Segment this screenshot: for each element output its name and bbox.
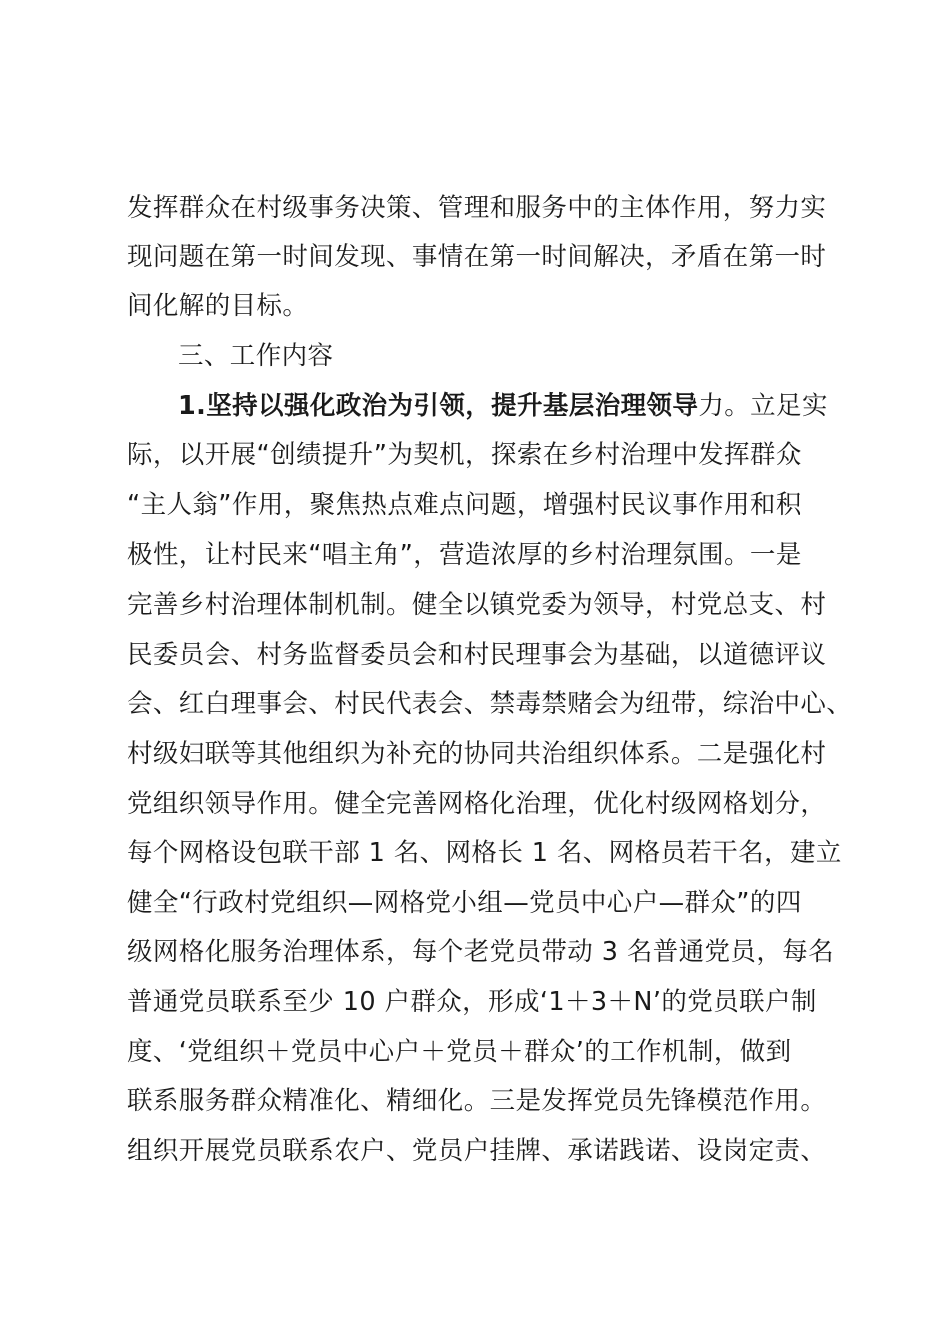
paragraph-line: 每个网格设包联干部 1 名、网格长 1 名、网格员若干名，建立	[127, 838, 842, 868]
paragraph-line: 联系服务群众精准化、精细化。三是发挥党员先锋模范作用。	[127, 1086, 827, 1116]
paragraph-line: “主人翁”作用，聚焦热点难点问题，增强村民议事作用和积	[127, 490, 802, 520]
paragraph-line: 党组织领导作用。健全完善网格化治理，优化村级网格划分，	[127, 789, 827, 819]
paragraph-line: 现问题在第一时间发现、事情在第一时间解决，矛盾在第一时	[127, 242, 827, 272]
paragraph-line: 健全“行政村党组织—网格党小组—党员中心户—群众”的四	[127, 888, 802, 918]
paragraph-line: 间化解的目标。	[127, 291, 309, 321]
paragraph-line: 组织开展党员联系农户、党员户挂牌、承诺践诺、设岗定责、	[127, 1136, 827, 1166]
paragraph-line: 完善乡村治理体制机制。健全以镇党委为领导，村党总支、村	[127, 590, 827, 620]
paragraph-line: 会、红白理事会、村民代表会、禁毒禁赌会为纽带，综治中心、	[127, 689, 853, 719]
section-heading: 三、工作内容	[178, 341, 334, 371]
paragraph-line: 村级妇联等其他组织为补充的协同共治组织体系。二是强化村	[127, 739, 827, 769]
paragraph-line: 民委员会、村务监督委员会和村民理事会为基础，以道德评议	[127, 640, 827, 670]
paragraph-line: 发挥群众在村级事务决策、管理和服务中的主体作用，努力实	[127, 193, 827, 223]
subheading-line	[178, 389, 888, 423]
paragraph-line: 际，以开展“创绩提升”为契机，探索在乡村治理中发挥群众	[127, 440, 802, 470]
paragraph-line: 级网格化服务治理体系，每个老党员带动 3 名普通党员，每名	[127, 937, 835, 967]
paragraph-line: 普通党员联系至少 10 户群众，形成‘1＋3＋N’的党员联户制	[127, 987, 817, 1017]
subheading-bold: 1.坚持以强化政治为引领，提升基层治理领导	[178, 391, 699, 421]
subheading-rest: 力。立足实	[698, 391, 828, 421]
paragraph-line: 极性，让村民来“唱主角”，营造浓厚的乡村治理氛围。一是	[127, 540, 802, 570]
paragraph-line: 度、‘党组织＋党员中心户＋党员＋群众’的工作机制，做到	[127, 1037, 792, 1067]
